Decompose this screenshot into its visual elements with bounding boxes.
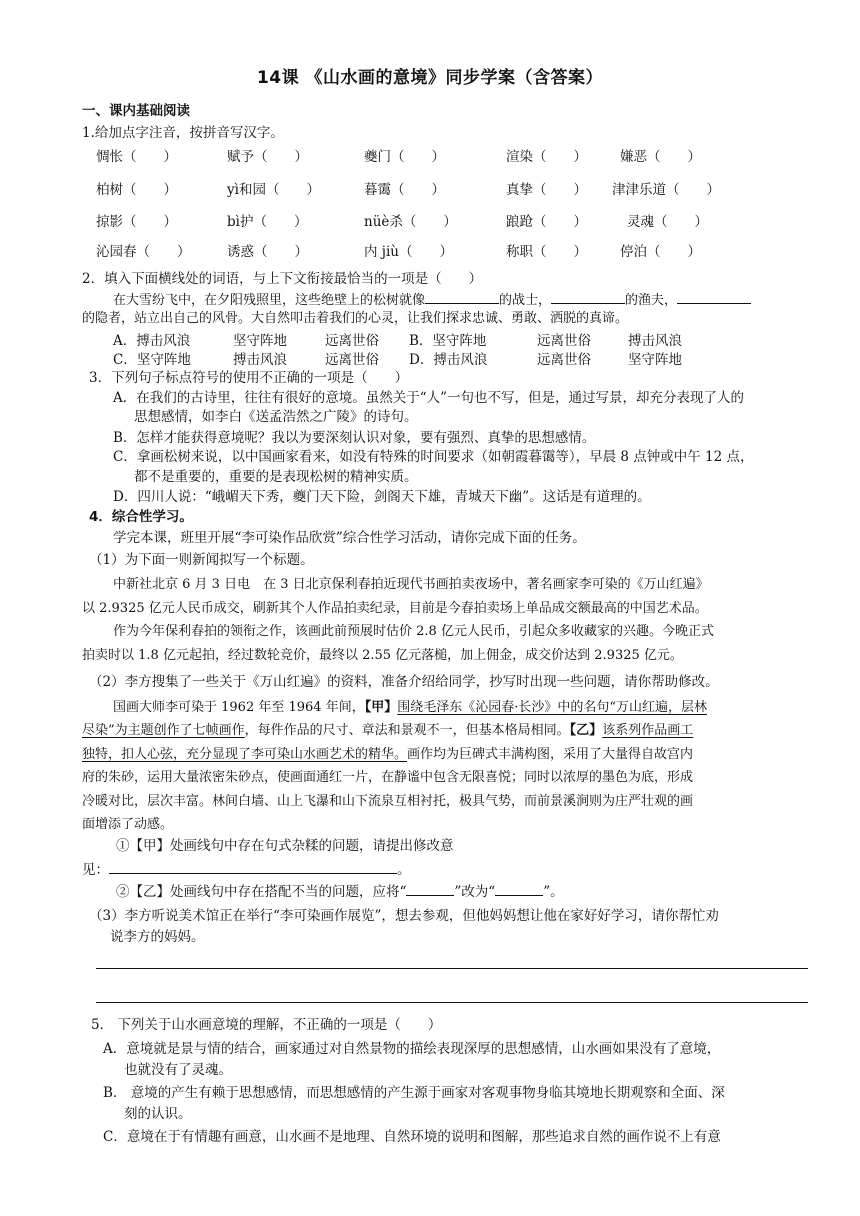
- underlined-sentence-jia: 尽染”为主题创作了七帧画作: [82, 723, 245, 738]
- news-line: 中新社北京 6 月 3 日电 在 3 日北京保利春拍近现代书画拍卖夜场中，著名画家李可染的《万山红遍》: [113, 577, 709, 592]
- item-text: ”。: [543, 884, 564, 900]
- q2-stem: 2．填入下面横线处的词语，与上下文衔接最恰当的一项是（ ）: [82, 271, 483, 287]
- answer-end: 。: [397, 862, 411, 878]
- material-text: 国画大师李可染于 1962 年至 1964 年间，: [113, 700, 365, 715]
- q2-option-text: 搏击风浪: [233, 352, 287, 368]
- q3-option-a-cont: 思想感情，如李白《送孟浩然之广陵》的诗句。: [134, 409, 418, 425]
- answer-label: 见：: [82, 862, 109, 878]
- q4-stem: 4．综合性学习。: [89, 509, 193, 525]
- q4-subquestion-1: （1）为下面一则新闻拟写一个标题。: [89, 552, 314, 568]
- news-line: 作为今年保利春拍的领衔之作，该画此前预展时估价 2.8 亿元人民币，引起众多收藏家的兴趣。今晚正式: [113, 624, 714, 639]
- answer-blank-1[interactable]: [109, 860, 397, 874]
- q1-item: 停泊（ ）: [620, 244, 701, 260]
- q5-option-a-cont: 也就没有了灵魂。: [124, 1062, 232, 1078]
- q2-blank-3[interactable]: [677, 290, 751, 304]
- material-line: [82, 745, 693, 765]
- material-line: 面增添了动感。: [82, 817, 174, 832]
- q3-stem: 3．下列句子标点符号的使用不正确的一项是（ ）: [89, 370, 409, 386]
- q1-item: 掠影（ ）: [96, 214, 177, 230]
- q3-option-c[interactable]: C．拿画松树来说，以中国画家看来，如没有特殊的时间要求（如朝霞暮霭等），早晨 8 点钟或中午 12 点，: [113, 449, 754, 465]
- q2-option-b[interactable]: B．坚守阵地: [409, 333, 487, 349]
- q4-subquestion-2: （2）李方搜集了一些关于《万山红遍》的资料，准备介绍给同学，抄写时出现一些问题，请你帮助修改。: [89, 674, 719, 690]
- q2-text: 在大雪纷飞中，在夕阳残照里，这些绝壁上的松树就像: [113, 293, 426, 308]
- underlined-sentence-yi: 该系列作品画工: [602, 723, 694, 738]
- q1-item: bì护（ ）: [227, 214, 308, 230]
- q2-option-a[interactable]: A．搏击风浪: [113, 333, 191, 349]
- material-line: [113, 698, 707, 718]
- item-text: ②【乙】处画线句中存在搭配不当的问题，应将“: [116, 884, 407, 900]
- q1-item: 内 jiù（ ）: [364, 244, 453, 260]
- q5-option-b[interactable]: B． 意境的产生有赖于思想感情，而思想感情的产生源于画家对客观事物身临其境地长期观察和全面、深: [103, 1085, 725, 1101]
- q1-item: nüè杀（ ）: [364, 214, 457, 230]
- q2-option-text: 远离世俗: [325, 352, 379, 368]
- q3-option-a[interactable]: A．在我们的古诗里，往往有很好的意境。虽然关于“人”一句也不写，但是，通过写景，却充分表现了人的: [113, 390, 745, 406]
- q2-passage-line-2: 的隐者，站立出自己的风骨。大自然叩击着我们的心灵，让我们探求忠诚、勇敢、洒脱的真谛。: [82, 311, 629, 326]
- q4-item-2: [116, 882, 564, 902]
- q1-item: 诱惑（ ）: [227, 244, 308, 260]
- q2-option-text: 远离世俗: [325, 333, 379, 349]
- q2-option-text: 坚守阵地: [233, 333, 287, 349]
- underlined-sentence-yi: 独特，扣人心弦，充分显现了李可染山水画艺术的精华。: [82, 747, 408, 762]
- underlined-sentence-jia: 围绕毛泽东《沁园春·长沙》中的名句“万山红遍，层林: [397, 700, 707, 715]
- q4-item-1: ①【甲】处画线句中存在句式杂糅的问题，请提出修改意: [116, 838, 454, 854]
- q2-option-text: 搏击风浪: [628, 333, 682, 349]
- q4-subquestion-3-cont: 说李方的妈妈。: [110, 929, 205, 945]
- q2-text: 的战士，: [499, 293, 552, 308]
- q1-stem: 1.给加点字注音，按拼音写汉字。: [82, 125, 284, 141]
- q2-blank-1[interactable]: [425, 290, 499, 304]
- q2-text: 的渔夫，: [625, 293, 678, 308]
- material-text: ，每件作品的尺寸、章法和景观不一，但基本格局相同。: [244, 723, 570, 738]
- answer-line[interactable]: [96, 968, 808, 969]
- q5-option-b-cont: 刻的认识。: [124, 1106, 192, 1122]
- q5-option-a[interactable]: A．意境就是景与情的结合，画家通过对自然景物的描绘表现深厚的思想感情，山水画如果没有了意境，: [103, 1041, 721, 1057]
- q2-option-c[interactable]: C．坚守阵地: [113, 352, 191, 368]
- q5-stem: 5． 下列关于山水画意境的理解，不正确的一项是（ ）: [91, 1017, 442, 1033]
- q1-item: 嫌恶（ ）: [620, 149, 701, 165]
- q2-blank-2[interactable]: [551, 290, 625, 304]
- q1-item: 惆怅（ ）: [96, 149, 177, 165]
- q1-item: 津津乐道（ ）: [612, 182, 720, 198]
- q3-option-b[interactable]: B．怎样才能获得意境呢？我以为要深刻认识对象，要有强烈、真挚的思想感情。: [113, 430, 596, 446]
- q4-intro: 学完本课，班里开展“李可染作品欣赏”综合性学习活动，请你完成下面的任务。: [113, 530, 586, 546]
- document-title: 14课 《山水画的意境》同步学案（含答案）: [256, 68, 604, 88]
- q1-item: 沁园春（ ）: [96, 244, 191, 260]
- marker-jia: 【甲】: [364, 700, 398, 715]
- q1-item: 踉跄（ ）: [506, 214, 587, 230]
- q2-passage-line-1: [113, 290, 751, 311]
- answer-blank-3[interactable]: [495, 882, 543, 896]
- news-line: 拍卖时以 1.8 亿元起拍，经过数轮竞价，最终以 2.55 亿元落槌，加上佣金，成交价达到 2.9325 亿元。: [82, 648, 683, 663]
- q1-item: 真挚（ ）: [506, 182, 587, 198]
- q4-item-1-answer: [82, 860, 411, 880]
- q1-item: 赋予（ ）: [227, 149, 308, 165]
- material-line: 府的朱砂，运用大量浓密朱砂点，使画面通红一片，在静谧中包含无限喜悦；同时以浓厚的墨色为底，形成: [82, 770, 694, 785]
- q5-option-c[interactable]: C．意境在于有情趣有画意，山水画不是地理、自然环境的说明和图解，那些追求自然的画作说不上有意: [103, 1129, 721, 1145]
- material-line: [82, 721, 693, 741]
- marker-yi: 【乙】: [569, 723, 603, 738]
- material-text: 画作均为巨碑式丰满构图，采用了大量得自故宫内: [407, 747, 694, 762]
- q2-option-text: 坚守阵地: [628, 352, 682, 368]
- q2-option-text: 远离世俗: [537, 333, 591, 349]
- q2-option-d[interactable]: D．搏击风浪: [409, 352, 488, 368]
- q4-subquestion-3: （3）李方听说美术馆正在举行“李可染画作展览”，想去参观，但他妈妈想让他在家好好学习，请你帮忙劝: [89, 908, 719, 924]
- q1-item: 夔门（ ）: [364, 149, 445, 165]
- material-line: 冷暖对比，层次丰富。林间白墙、山上飞瀑和山下流泉互相衬托，极具气势，而前景溪涧则为庄严壮观的画: [82, 794, 694, 809]
- news-line: 以 2.9325 亿元人民币成交，刷新其个人作品拍卖纪录，目前是今春拍卖场上单品成交额最高的中国艺术品。: [82, 601, 708, 616]
- q1-item: 柏树（ ）: [96, 182, 177, 198]
- section-heading: 一、课内基础阅读: [82, 103, 190, 119]
- answer-blank-2[interactable]: [406, 882, 454, 896]
- q1-item: 暮霭（ ）: [364, 182, 445, 198]
- answer-line[interactable]: [96, 1002, 808, 1003]
- q2-option-text: 远离世俗: [537, 352, 591, 368]
- q1-item: 渲染（ ）: [506, 149, 587, 165]
- q3-option-c-cont: 都不是重要的，重要的是表现松树的精神实质。: [134, 469, 418, 485]
- item-text: ”改为“: [454, 884, 496, 900]
- q1-item: yì和园（ ）: [227, 182, 320, 198]
- q1-item: 灵魂（ ）: [627, 214, 708, 230]
- q3-option-d[interactable]: D．四川人说：“峨嵋天下秀，夔门天下险，剑阁天下雄，青城天下幽”。这话是有道理的。: [113, 489, 651, 505]
- q1-item: 称职（ ）: [506, 244, 587, 260]
